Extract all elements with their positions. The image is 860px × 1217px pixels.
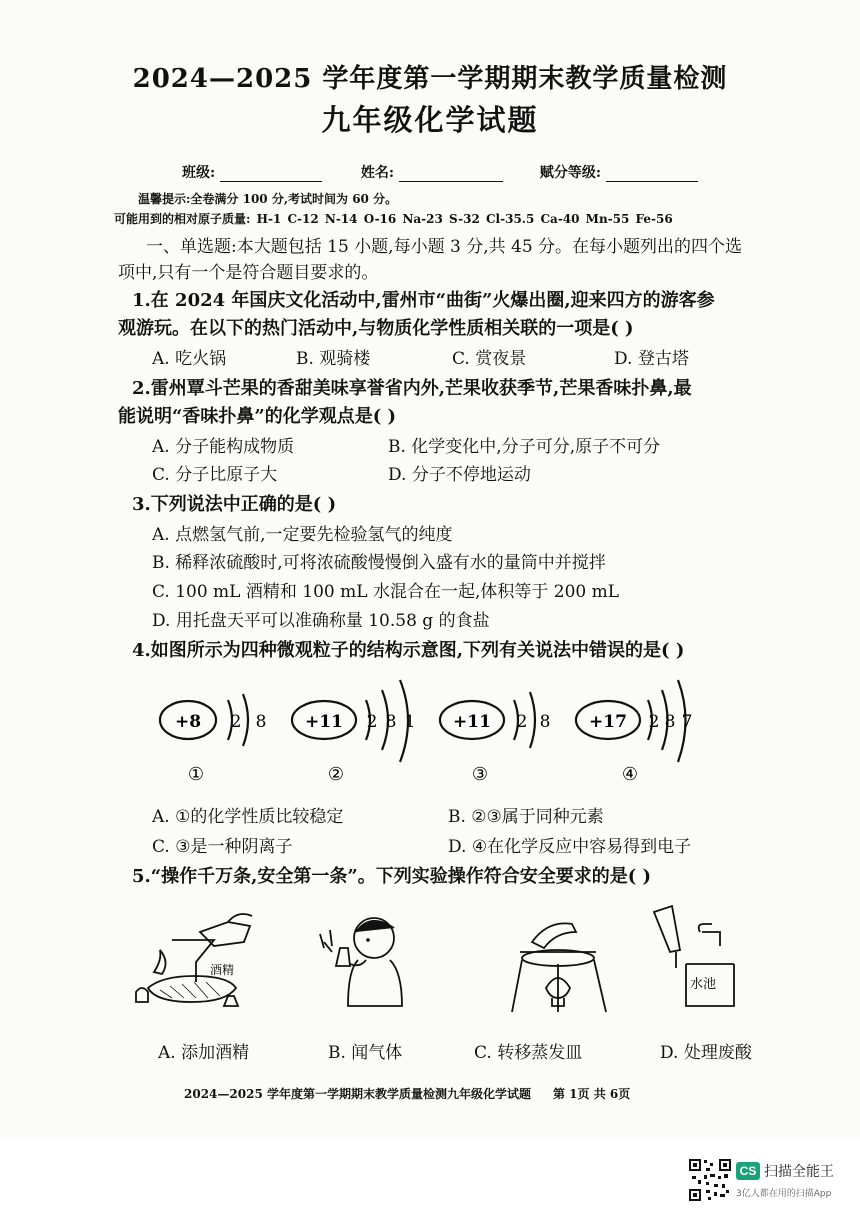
q5-figure-b — [310, 902, 420, 1017]
q4-option-c: C. ③是一种阴离子 — [152, 837, 293, 857]
q3-stem: 3.下列说法中正确的是( ) — [132, 494, 337, 515]
q5-option-d: D. 处理废酸 — [660, 1043, 752, 1063]
particle-2-nucleus: +11 — [305, 712, 343, 732]
q1-stem-line2: 观游玩。在以下的热门活动中,与物质化学性质相关联的一项是( ) — [118, 318, 634, 339]
q5-option-a: A. 添加酒精 — [158, 1043, 250, 1063]
q1-option-a: A. 吃火锅 — [152, 349, 227, 369]
atomic-structure-diagrams — [150, 672, 710, 792]
atomic-structure-svg — [150, 672, 710, 792]
particle-1-label: ① — [187, 764, 205, 785]
particle-1-shell-2: 8 — [255, 712, 267, 732]
q5-option-c: C. 转移蒸发皿 — [474, 1043, 583, 1063]
name-blank — [399, 167, 503, 182]
alcohol-label: 酒精 — [210, 963, 235, 977]
class-label: 班级: — [182, 165, 216, 181]
footer-title: 2024—2025 学年度第一学期期末教学质量检测九年级化学试题 — [184, 1087, 531, 1101]
q5-figure-c — [500, 902, 620, 1017]
particle-4-shell-2: 8 — [664, 712, 676, 732]
section-heading-line1: 一、单选题:本大题包括 15 小题,每小题 3 分,共 45 分。在每小题列出的四个选 — [146, 237, 743, 257]
section-heading-line2: 项中,只有一个是符合题目要求的。 — [118, 263, 379, 283]
exam-tip: 温馨提示:全卷满分 100 分,考试时间为 60 分。 — [138, 192, 398, 206]
evaporating-dish-icon — [500, 902, 620, 1017]
particle-4-shell-3: 7 — [681, 712, 693, 732]
particle-4-nucleus: +17 — [589, 712, 627, 732]
grade-blank — [606, 167, 698, 182]
q2-option-c: C. 分子比原子大 — [152, 465, 278, 485]
q3-option-a: A. 点燃氢气前,一定要先检验氢气的纯度 — [152, 525, 453, 545]
q4-stem: 4.如图所示为四种微观粒子的结构示意图,下列有关说法中错误的是( ) — [132, 640, 685, 661]
particle-2-shell-3: 1 — [404, 712, 416, 732]
q4-option-b: B. ②③属于同种元素 — [448, 807, 604, 827]
q2-option-d: D. 分子不停地运动 — [388, 465, 531, 485]
exam-title: 2024—2025 学年度第一学期期末教学质量检测 — [132, 64, 728, 94]
particle-2-shell-1: 2 — [366, 712, 378, 732]
grade-label: 赋分等级: — [539, 165, 602, 181]
particle-1-shell-1: 2 — [230, 712, 242, 732]
alcohol-lamp-icon — [132, 902, 282, 1017]
q1-option-b: B. 观骑楼 — [296, 349, 371, 369]
student-info-fields — [182, 162, 698, 182]
particle-3-nucleus: +11 — [453, 712, 491, 732]
q2-stem-line1: 2.雷州覃斗芒果的香甜美味享誉省内外,芒果收获季节,芒果香味扑鼻,最 — [132, 378, 692, 399]
sink-label: 水池 — [690, 977, 717, 992]
q1-stem-line1: 1.在 2024 年国庆文化活动中,雷州市“曲街”火爆出圈,迎来四方的游客参 — [132, 290, 715, 311]
smell-gas-icon — [310, 902, 420, 1017]
scanner-app-name: 扫描全能王 — [764, 1164, 834, 1180]
q2-option-b: B. 化学变化中,分子可分,原子不可分 — [388, 437, 661, 457]
q1-option-c: C. 赏夜景 — [452, 349, 527, 369]
particle-4-label: ④ — [621, 764, 639, 785]
q3-option-d: D. 用托盘天平可以准确称量 10.58 g 的食盐 — [152, 611, 490, 631]
qr-code-icon — [688, 1158, 732, 1202]
q2-option-a: A. 分子能构成物质 — [152, 437, 295, 457]
particle-3-shell-2: 8 — [539, 712, 551, 732]
q3-option-b: B. 稀释浓硫酸时,可将浓硫酸慢慢倒入盛有水的量筒中并搅拌 — [152, 553, 606, 573]
waste-acid-icon — [642, 902, 742, 1017]
page-footer — [184, 1085, 630, 1102]
class-blank — [220, 167, 322, 182]
q4-option-d: D. ④在化学反应中容易得到电子 — [448, 837, 692, 857]
q4-option-a: A. ①的化学性质比较稳定 — [152, 807, 344, 827]
particle-2-shell-2: 8 — [385, 712, 397, 732]
q5-figure-a — [132, 902, 282, 1017]
q3-option-c: C. 100 mL 酒精和 100 mL 水混合在一起,体积等于 200 mL — [152, 582, 620, 602]
cs-logo: CS — [736, 1162, 760, 1180]
q5-option-b: B. 闻气体 — [328, 1043, 403, 1063]
particle-3-label: ③ — [471, 764, 489, 785]
particle-4-shell-1: 2 — [648, 712, 660, 732]
particle-2-label: ② — [327, 764, 345, 785]
scanner-tagline: 3亿人都在用的扫描App — [736, 1189, 832, 1199]
q1-option-d: D. 登古塔 — [614, 349, 689, 369]
particle-3-shell-1: 2 — [516, 712, 528, 732]
q5-stem: 5.“操作千万条,安全第一条”。下列实验操作符合安全要求的是( ) — [132, 866, 652, 887]
q2-stem-line2: 能说明“香味扑鼻”的化学观点是( ) — [118, 406, 397, 427]
exam-subtitle: 九年级化学试题 — [321, 103, 539, 137]
page-number: 第 1页 共 6页 — [552, 1087, 631, 1101]
atomic-masses: 可能用到的相对原子质量: H-1 C-12 N-14 O-16 Na-23 S-32 Cl-35.5 Ca-40 Mn-55 Fe-56 — [114, 212, 673, 226]
q5-figure-d — [642, 902, 742, 1017]
particle-1-nucleus: +8 — [174, 712, 202, 732]
name-label: 姓名: — [360, 165, 395, 181]
